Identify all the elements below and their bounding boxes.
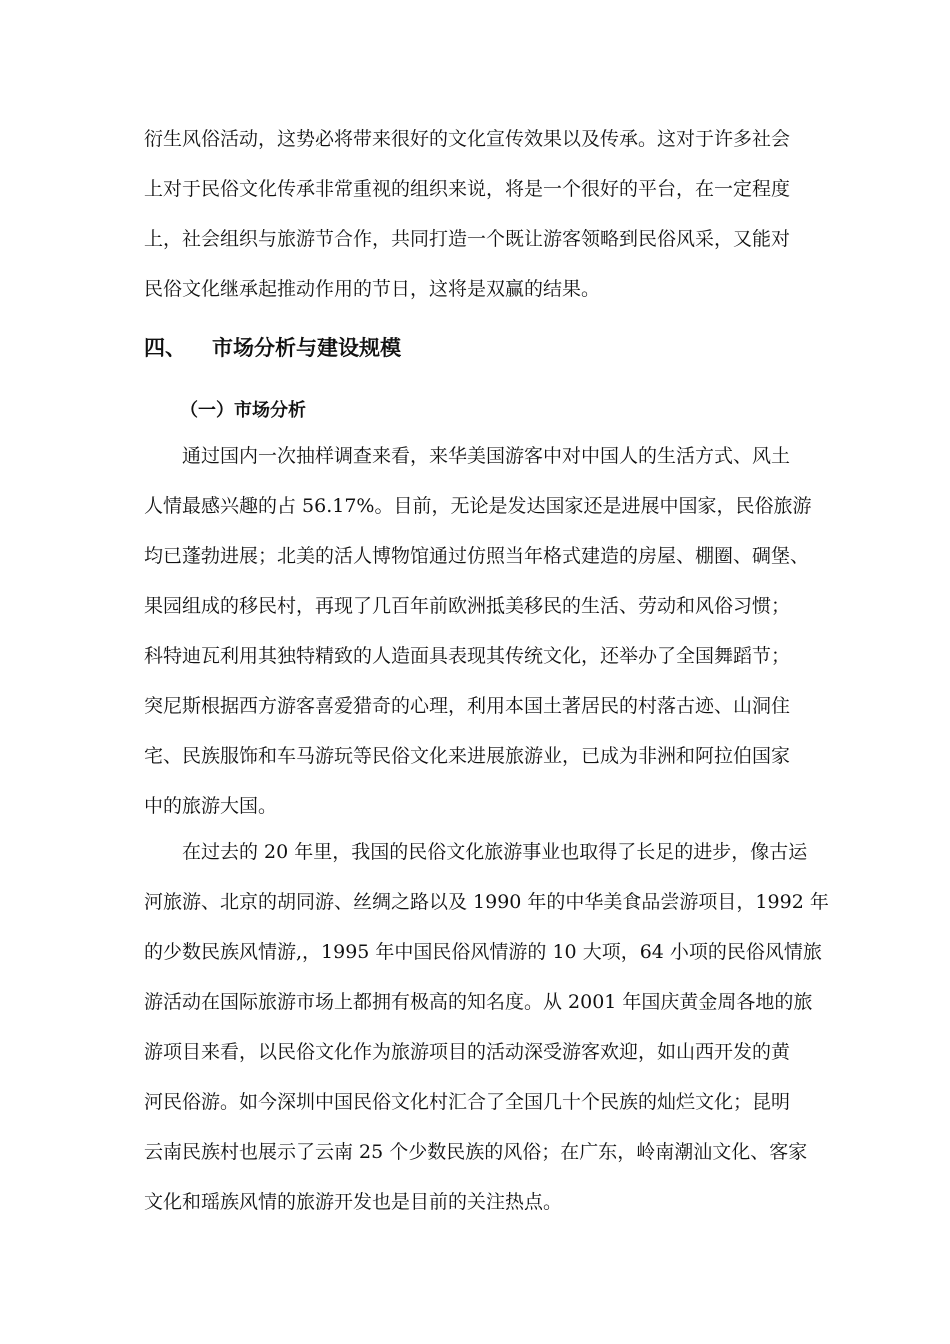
text-line: 在过去的 20 年里，我国的民俗文化旅游事业也取得了长足的进步，像古运 [144,841,808,863]
section-title: 市场分析与建设规模 [212,336,401,360]
text-line: 的少数民族风情游,，1995 年中国民俗风情游的 10 大项，64 小项的民俗风情旅 [144,941,822,963]
text-line: 文化和瑶族风情的旅游开发也是目前的关注热点。 [144,1191,563,1213]
text-line: 游活动在国际旅游市场上都拥有极高的知名度。从 2001 年国庆黄金周各地的旅 [144,991,813,1013]
text-line: 上，社会组织与旅游节合作，共同打造一个既让游客领略到民俗风采，又能对 [144,228,791,250]
subsection-heading: （一）市场分析 [180,400,306,421]
text-line: 人情最感兴趣的占 56.17%。目前，无论是发达国家还是进展中国家，民俗旅游 [144,495,812,517]
text-line: 通过国内一次抽样调查来看，来华美国游客中对中国人的生活方式、风土 [144,445,791,467]
text-line: 衍生风俗活动，这势必将带来很好的文化宣传效果以及传承。这对于许多社会 [144,128,791,150]
text-line: 中的旅游大国。 [144,795,278,817]
section-heading [144,334,401,362]
text-line: 云南民族村也展示了云南 25 个少数民族的风俗；在广东，岭南潮汕文化、客家 [144,1141,808,1163]
text-line: 民俗文化继承起推动作用的节日，这将是双赢的结果。 [144,278,601,300]
text-line: 河民俗游。如今深圳中国民俗文化村汇合了全国几十个民族的灿烂文化；昆明 [144,1091,791,1113]
text-line: 宅、民族服饰和车马游玩等民俗文化来进展旅游业，已成为非洲和阿拉伯国家 [144,745,791,767]
text-line: 游项目来看，以民俗文化作为旅游项目的活动深受游客欢迎，如山西开发的黄 [144,1041,791,1063]
text-line: 突尼斯根据西方游客喜爱猎奇的心理，利用本国土著居民的村落古迹、山洞住 [144,695,791,717]
text-line: 上对于民俗文化传承非常重视的组织来说，将是一个很好的平台，在一定程度 [144,178,791,200]
text-line: 果园组成的移民村，再现了几百年前欧洲抵美移民的生活、劳动和风俗习惯； [144,595,791,617]
text-line: 河旅游、北京的胡同游、丝绸之路以及 1990 年的中华美食品尝游项目，1992 年 [144,891,829,913]
section-number: 四、 [144,336,186,360]
text-line: 均已蓬勃进展；北美的活人博物馆通过仿照当年格式建造的房屋、棚圈、碉堡、 [144,545,810,567]
text-line: 科特迪瓦利用其独特精致的人造面具表现其传统文化，还举办了全国舞蹈节； [144,645,791,667]
